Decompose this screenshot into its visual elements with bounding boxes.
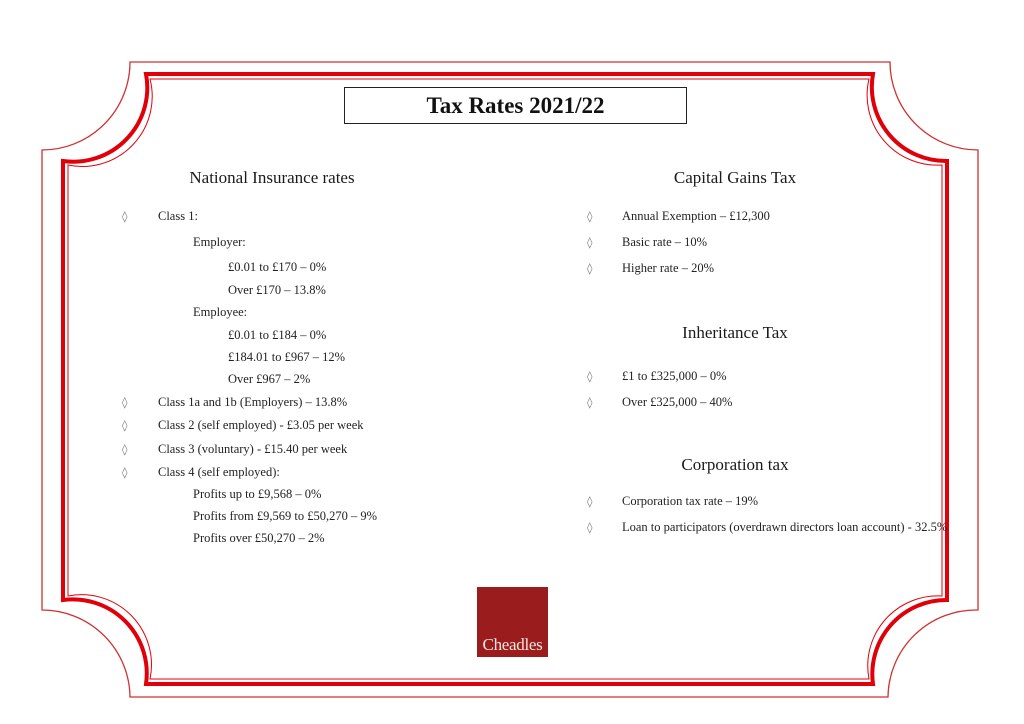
ni-class1ab: Class 1a and 1b (Employers) – 13.8% [158,395,348,409]
cgt-heading: Capital Gains Tax [673,168,797,187]
ct-item: Corporation tax rate – 19% [622,494,759,508]
bullet-icon: ◊ [122,466,128,479]
bullet-icon: ◊ [122,210,128,223]
ct-heading: Corporation tax [681,455,789,474]
bullet-icon: ◊ [587,262,593,275]
ni-employer-label: Employer: [193,235,246,249]
bullet-icon: ◊ [587,495,593,508]
ni-class4-label: Class 4 (self employed): [158,465,280,479]
bullet-icon: ◊ [122,443,128,456]
ni-employee-rate: Over £967 – 2% [228,372,311,386]
ni-employee-rate: £0.01 to £184 – 0% [228,328,327,342]
ni-class2: Class 2 (self employed) - £3.05 per week [158,418,364,432]
bullet-icon: ◊ [122,419,128,432]
iht-item: £1 to £325,000 – 0% [622,369,727,383]
ni-employee-label: Employee: [193,305,248,319]
iht-item: Over £325,000 – 40% [622,395,733,409]
cgt-item: Basic rate – 10% [622,235,708,249]
ni-employer-rate: £0.01 to £170 – 0% [228,260,327,274]
ni-employee-rate: £184.01 to £967 – 12% [228,350,346,364]
bullet-icon: ◊ [587,236,593,249]
bullet-icon: ◊ [587,210,593,223]
ni-class4-rate: Profits up to £9,568 – 0% [193,487,322,501]
page-title: Tax Rates 2021/22 [344,87,687,124]
ni-employer-rate: Over £170 – 13.8% [228,283,326,297]
ni-class4-rate: Profits over £50,270 – 2% [193,531,325,545]
cheadles-logo [477,587,548,657]
ni-class1-label: Class 1: [158,209,198,223]
ni-heading: National Insurance rates [189,168,355,187]
bullet-icon: ◊ [587,370,593,383]
ni-class3: Class 3 (voluntary) - £15.40 per week [158,442,348,456]
iht-heading: Inheritance Tax [682,323,788,342]
cgt-item: Higher rate – 20% [622,261,714,275]
ct-item: Loan to participators (overdrawn directors loan account) - 32.5% [622,520,948,534]
ni-class4-rate: Profits from £9,569 to £50,270 – 9% [193,509,378,523]
cgt-item: Annual Exemption – £12,300 [622,209,770,223]
bullet-icon: ◊ [587,396,593,409]
bullet-icon: ◊ [122,396,128,409]
logo-text: Cheadles [482,635,543,654]
bullet-icon: ◊ [587,521,593,534]
